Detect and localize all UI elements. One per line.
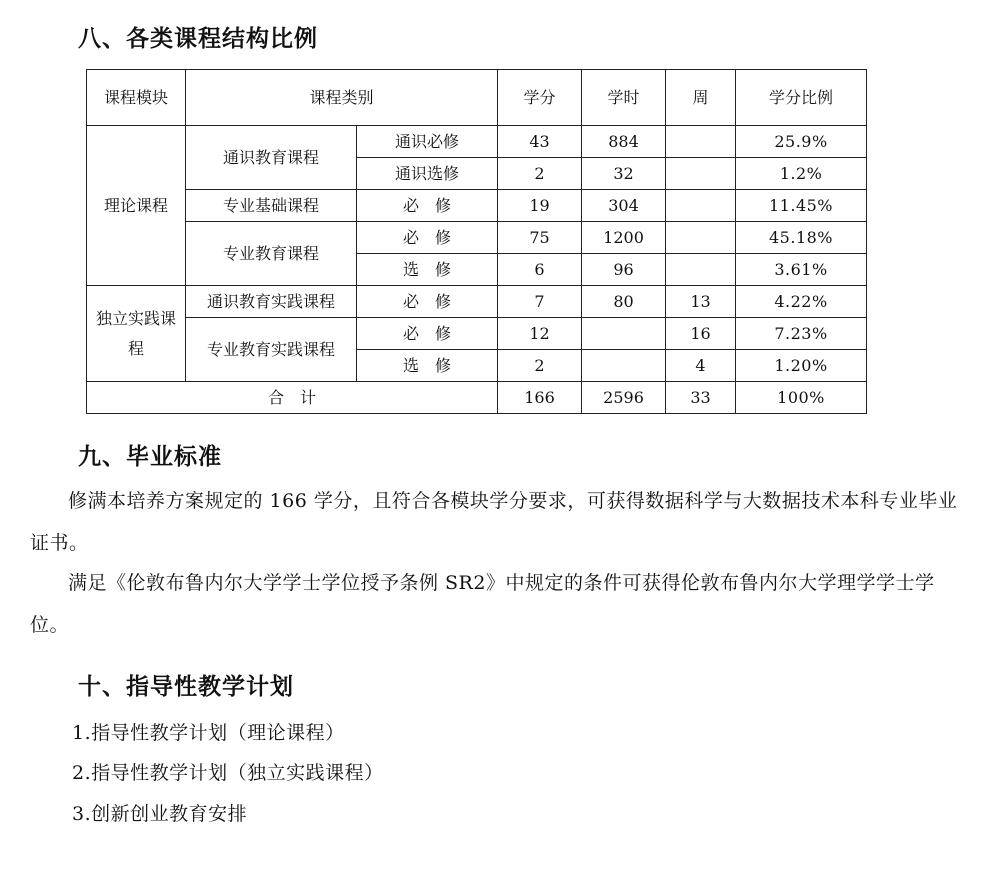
module-cell: 独立实践课程 [87, 286, 186, 382]
credits-cell: 43 [498, 126, 582, 158]
table-row [87, 126, 867, 158]
weeks-cell: 13 [666, 286, 736, 318]
credits-cell: 2 [498, 158, 582, 190]
table-row [87, 222, 867, 254]
header-weeks: 周 [666, 70, 736, 126]
type-cell: 通识必修 [357, 126, 498, 158]
hours-cell: 32 [582, 158, 666, 190]
section-8-heading: 八、各类课程结构比例 [78, 26, 318, 52]
table-row [87, 318, 867, 350]
weeks-cell [666, 190, 736, 222]
plan-item-innovation: 3.创新创业教育安排 [72, 803, 248, 825]
group-cell: 专业教育实践课程 [186, 318, 357, 382]
hours-cell: 884 [582, 126, 666, 158]
plan-item-practice: 2.指导性教学计划（独立实践课程） [72, 762, 384, 784]
credits-cell: 75 [498, 222, 582, 254]
total-weeks: 33 [666, 382, 736, 414]
table-row [87, 190, 867, 222]
weeks-cell: 4 [666, 350, 736, 382]
group-cell: 专业教育课程 [186, 222, 357, 286]
plan-item-theory: 1.指导性教学计划（理论课程） [72, 722, 345, 744]
group-cell: 专业基础课程 [186, 190, 357, 222]
weeks-cell [666, 222, 736, 254]
type-cell: 必 修 [357, 222, 498, 254]
header-ratio: 学分比例 [736, 70, 867, 126]
credits-cell: 12 [498, 318, 582, 350]
type-cell: 必 修 [357, 286, 498, 318]
header-credits: 学分 [498, 70, 582, 126]
hours-cell: 96 [582, 254, 666, 286]
header-hours: 学时 [582, 70, 666, 126]
hours-cell: 80 [582, 286, 666, 318]
table-header-row [87, 70, 867, 126]
module-cell: 理论课程 [87, 126, 186, 286]
section-10-heading: 十、指导性教学计划 [78, 674, 294, 700]
type-cell: 必 修 [357, 318, 498, 350]
total-hours: 2596 [582, 382, 666, 414]
type-cell: 选 修 [357, 350, 498, 382]
total-label: 合 计 [87, 382, 498, 414]
credits-cell: 19 [498, 190, 582, 222]
group-cell: 通识教育课程 [186, 126, 357, 190]
hours-cell [582, 350, 666, 382]
ratio-cell: 3.61% [736, 254, 867, 286]
graduation-paragraph: 修满本培养方案规定的 166 学分，且符合各模块学分要求，可获得数据科学与大数据技术本科专业毕业证书。 [30, 490, 958, 554]
type-cell: 必 修 [357, 190, 498, 222]
table-row [87, 286, 867, 318]
degree-paragraph: 满足《伦敦布鲁内尔大学学士学位授予条例 SR2》中规定的条件可获得伦敦布鲁内尔大学理学学士学位。 [30, 572, 935, 636]
table-total-row [87, 382, 867, 414]
ratio-cell: 7.23% [736, 318, 867, 350]
header-category: 课程类别 [186, 70, 498, 126]
ratio-cell: 45.18% [736, 222, 867, 254]
credits-cell: 6 [498, 254, 582, 286]
type-cell: 选 修 [357, 254, 498, 286]
weeks-cell [666, 254, 736, 286]
ratio-cell: 11.45% [736, 190, 867, 222]
weeks-cell [666, 126, 736, 158]
ratio-cell: 4.22% [736, 286, 867, 318]
credits-cell: 2 [498, 350, 582, 382]
section-9-heading: 九、毕业标准 [78, 444, 222, 470]
ratio-cell: 1.20% [736, 350, 867, 382]
hours-cell [582, 318, 666, 350]
ratio-cell: 25.9% [736, 126, 867, 158]
weeks-cell: 16 [666, 318, 736, 350]
group-cell: 通识教育实践课程 [186, 286, 357, 318]
course-structure-table [86, 69, 867, 414]
hours-cell: 304 [582, 190, 666, 222]
header-module: 课程模块 [87, 70, 186, 126]
credits-cell: 7 [498, 286, 582, 318]
total-credits: 166 [498, 382, 582, 414]
type-cell: 通识选修 [357, 158, 498, 190]
weeks-cell [666, 158, 736, 190]
hours-cell: 1200 [582, 222, 666, 254]
total-ratio: 100% [736, 382, 867, 414]
ratio-cell: 1.2% [736, 158, 867, 190]
